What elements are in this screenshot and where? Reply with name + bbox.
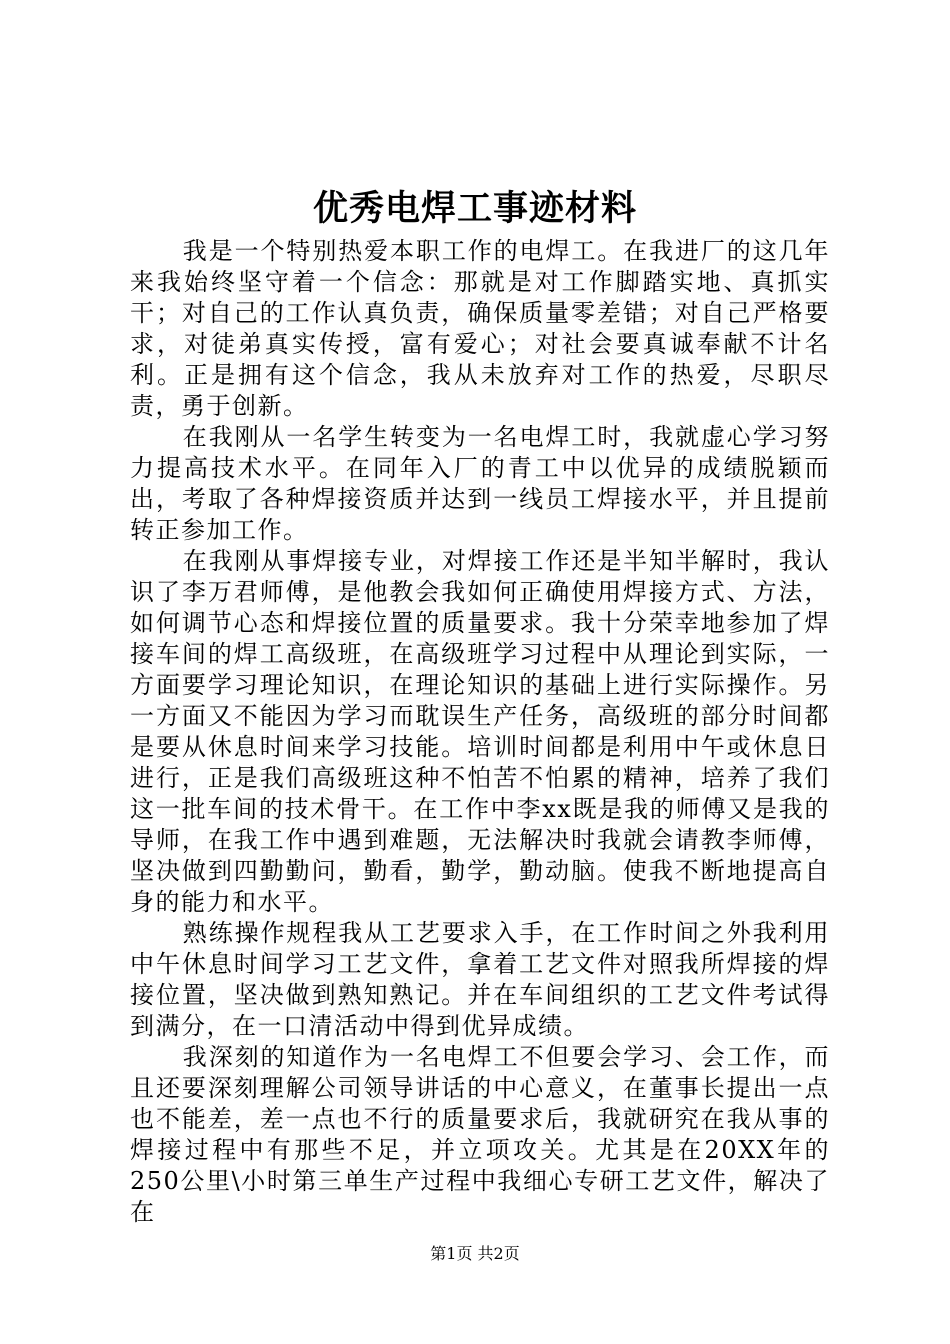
paragraph-4: 熟练操作规程我从工艺要求入手，在工作时间之外我利用中午休息时间学习工艺文件，拿着工艺文件对照我所焊接的焊接位置，坚决做到熟知熟记。并在车间组织的工艺文件考试得到满分，在一口清活动中得到优异成绩。 [130, 919, 830, 1040]
paragraph-5: 我深刻的知道作为一名电焊工不但要会学习、会工作，而且还要深刻理解公司领导讲话的中心意义，在董事长提出一点也不能差，差一点也不行的质量要求后，我就研究在我从事的焊接过程中有那些不足，并立项攻关。尤其是在20XX年的250公里\小时第三单生产过程中我细心专研工艺文件，解决了在 [130, 1043, 830, 1226]
page-number-footer: 第1页 共2页 [430, 1244, 520, 1263]
document-title: 优秀电焊工事迹材料 [312, 189, 637, 229]
paragraph-2: 在我刚从一名学生转变为一名电焊工时，我就虚心学习努力提高技术水平。在同年入厂的青工中以优异的成绩脱颖而出，考取了各种焊接资质并达到一线员工焊接水平，并且提前转正参加工作。 [130, 423, 830, 544]
paragraph-3: 在我刚从事焊接专业，对焊接工作还是半知半解时，我认识了李万君师傅，是他教会我如何正确使用焊接方式、方法，如何调节心态和焊接位置的质量要求。我十分荣幸地参加了焊接车间的焊工高级班，在高级班学习过程中从理论到实际，一方面要学习理论知识，在理论知识的基础上进行实际操作。另一方面又不能因为学习而耽误生产任务，高级班的部分时间都是要从休息时间来学习技能。培训时间都是利用中午或休息日进行，正是我们高级班这种不怕苦不怕累的精神，培养了我们这一批车间的技术骨干。在工作中李xx既是我的师傅又是我的导师，在我工作中遇到难题，无法解决时我就会请教李师傅，坚决做到四勤勤问，勤看，勤学，勤动脑。使我不断地提高自身的能力和水平。 [130, 547, 830, 916]
paragraph-1: 我是一个特别热爱本职工作的电焊工。在我进厂的这几年来我始终坚守着一个信念：那就是对工作脚踏实地、真抓实干；对自己的工作认真负责，确保质量零差错；对自己严格要求，对徒弟真实传授，富有爱心；对社会要真诚奉献不计名利。正是拥有这个信念，我从未放弃对工作的热爱，尽职尽责，勇于创新。 [130, 237, 830, 420]
document-body [130, 236, 830, 1228]
